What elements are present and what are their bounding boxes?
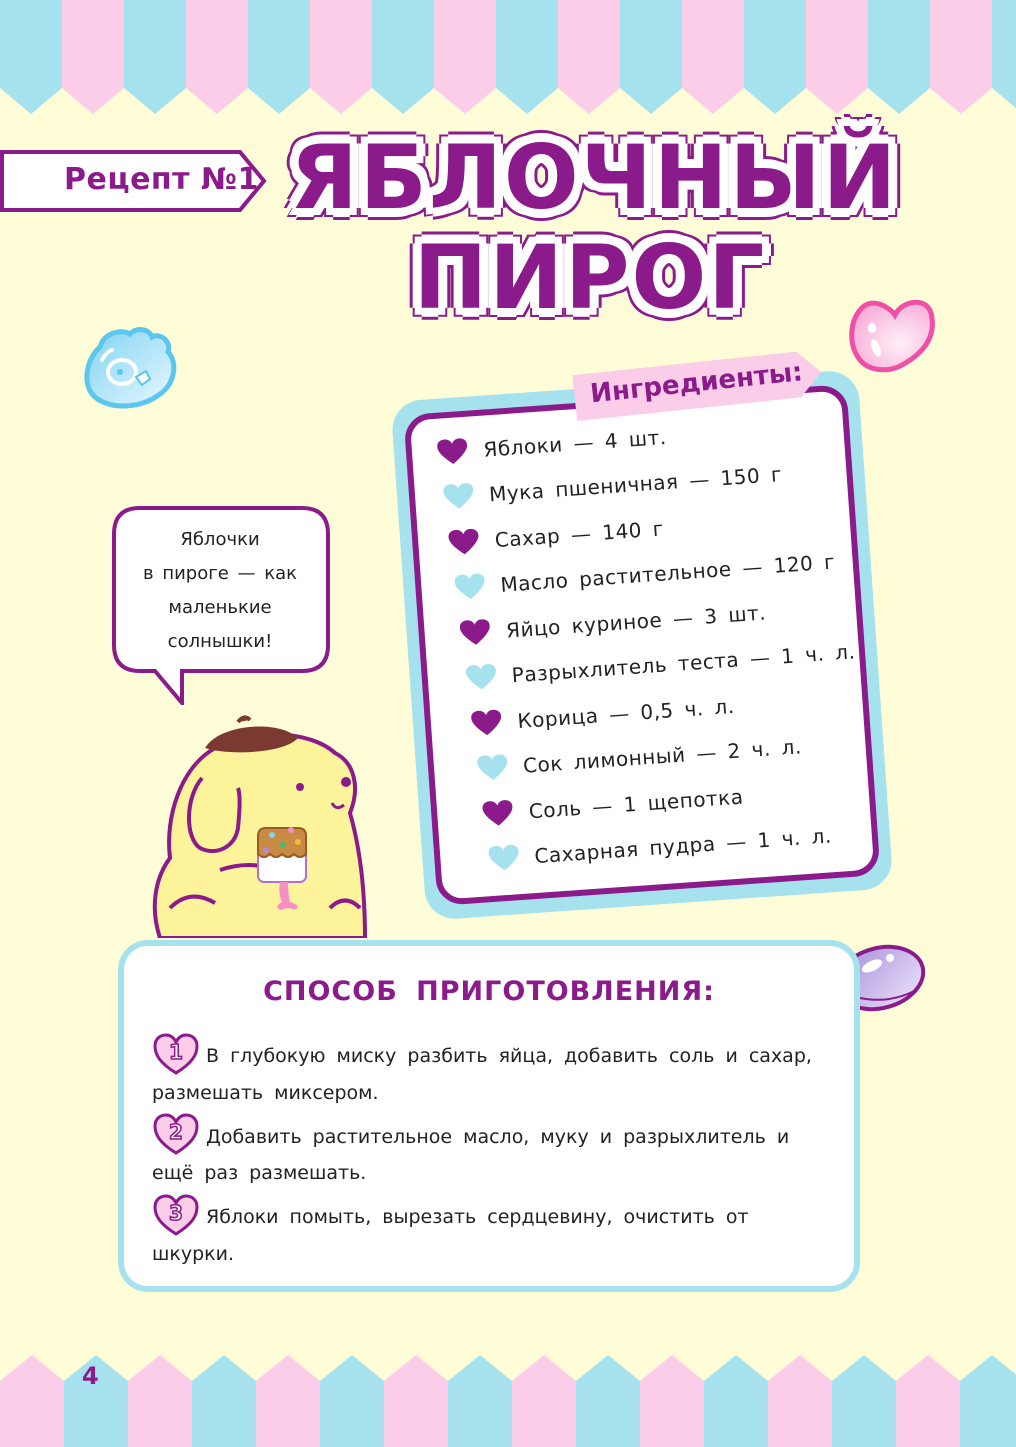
title-line-1: ЯБЛОЧНЫЙ: [290, 126, 899, 229]
step-number-badge: [152, 1033, 200, 1075]
step-text: В глубокую миску разбить яйца, добавить соль и сахар, размешать миксером.: [152, 1045, 812, 1104]
heart-bullet-icon: [442, 483, 474, 511]
heart-bullet-icon: [454, 573, 486, 601]
top-stripe-border: [0, 0, 1016, 115]
step-number-badge: [152, 1194, 200, 1236]
speech-line: в пироге — как: [143, 563, 297, 584]
method-step: [152, 1119, 832, 1192]
recipe-number-tag: [0, 148, 268, 214]
step-text: Добавить растительное масло, муку и разрыхлитель и ещё раз размешать.: [152, 1125, 790, 1184]
recipe-number-label: Рецепт №1: [64, 162, 259, 197]
method-heading: СПОСОБ ПРИГОТОВЛЕНИЯ:: [263, 976, 715, 1007]
title-line-2: ПИРОГ: [413, 226, 767, 329]
heart-bullet-icon: [437, 438, 469, 466]
method-step: [152, 1199, 832, 1272]
method-step: [152, 1038, 832, 1111]
step-number: 3: [169, 1200, 183, 1225]
heart-bullet-icon: [471, 709, 503, 737]
pompompurin-character: [140, 708, 400, 938]
step-number: 1: [169, 1039, 183, 1064]
blue-candy-icon: [80, 322, 185, 412]
heart-bullet-icon: [459, 618, 491, 646]
method-card: [118, 940, 860, 1292]
ingredient-text: Соль — 1 щепотка: [527, 784, 745, 824]
speech-line: солнышки!: [167, 631, 273, 652]
speech-bubble: [110, 505, 330, 705]
step-number-badge: [152, 1113, 200, 1155]
bottom-stripe-border: [0, 1332, 1016, 1447]
step-text: Яблоки помыть, вырезать сердцевину, очистить от шкурки.: [152, 1206, 749, 1265]
ingredients-heading: Ингредиенты:: [588, 357, 805, 410]
ingredient-text: Яйцо куриное — 3 шт.: [505, 600, 767, 643]
speech-line: маленькие: [168, 597, 272, 618]
method-steps: [152, 1038, 832, 1280]
ingredients-list: [436, 401, 887, 884]
ingredient-text: Сахар — 140 г: [493, 516, 665, 552]
ingredient-text: Масло растительное — 120 г: [499, 549, 836, 598]
ingredient-text: Сахарная пудра — 1 ч. л.: [533, 823, 833, 869]
page-number: 4: [82, 1362, 99, 1390]
ingredient-text: Яблоки — 4 шт.: [482, 424, 668, 462]
heart-bullet-icon: [488, 845, 520, 873]
ingredient-text: Сок лимонный — 2 ч. л.: [522, 734, 803, 778]
ingredient-text: Мука пшеничная — 150 г: [488, 462, 783, 507]
step-number: 2: [169, 1120, 183, 1144]
heart-bullet-icon: [482, 799, 514, 827]
heart-bullet-icon: [465, 664, 497, 692]
speech-line: Яблочки: [180, 529, 260, 550]
heart-bullet-icon: [476, 754, 508, 782]
ingredient-text: Разрыхлитель теста — 1 ч. л.: [510, 639, 857, 688]
ingredient-text: Корица — 0,5 ч. л.: [516, 693, 736, 733]
speech-bubble-text: [120, 523, 320, 659]
heart-bullet-icon: [448, 528, 480, 556]
page-title: [290, 126, 899, 329]
